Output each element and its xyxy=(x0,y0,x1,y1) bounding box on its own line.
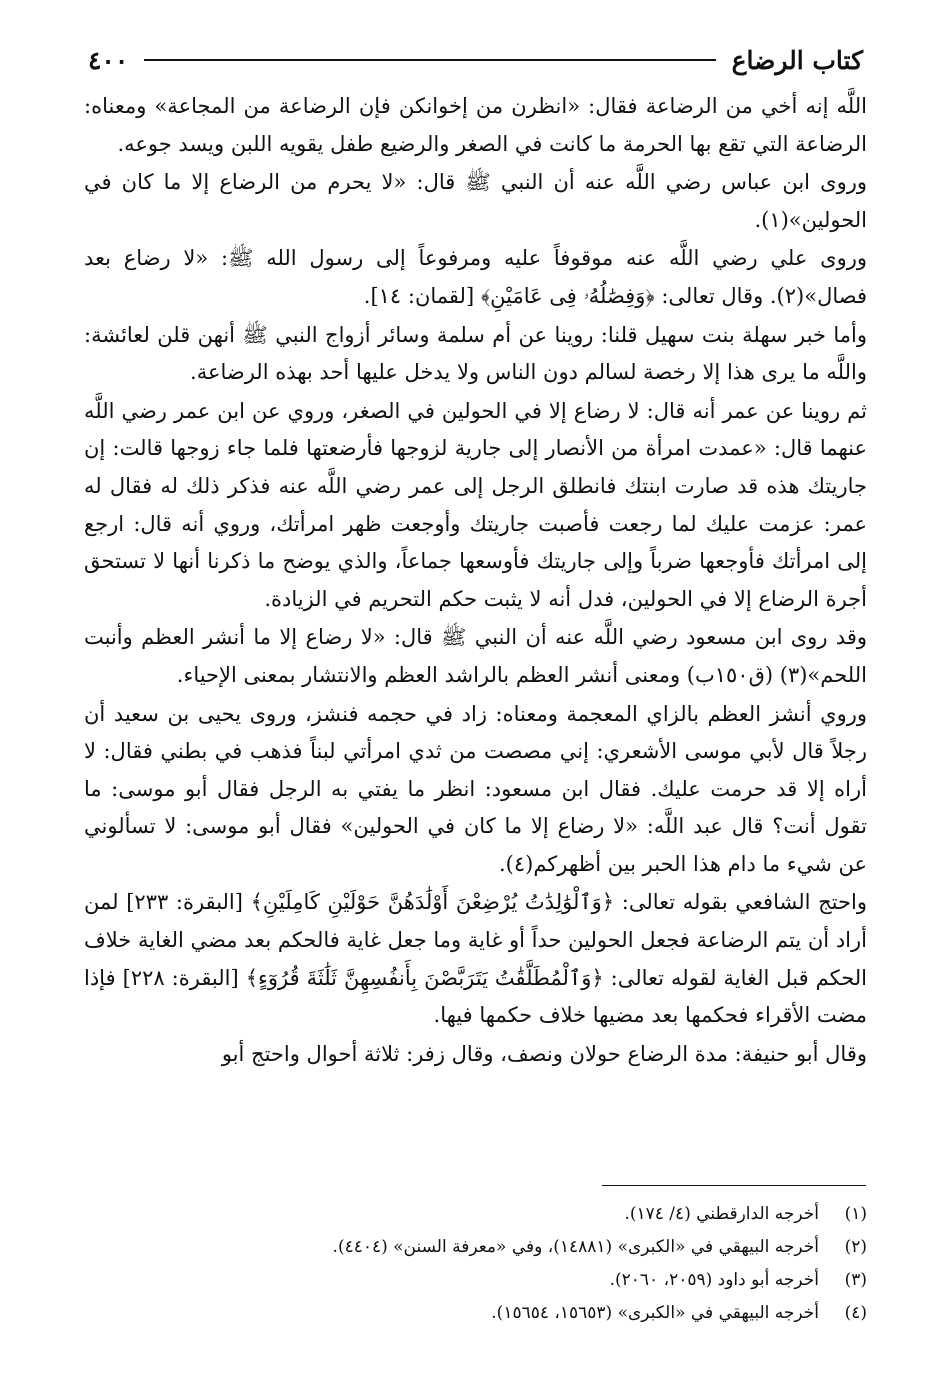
paragraph: اللَّه إنه أخي من الرضاعة فقال: «انظرن من إخوانكن فإن الرضاعة من المجاعة» ومعناه: الرضاعة التي تقع بها الحرمة ما كانت في الصغر والرضيع طفل يقويه اللبن ويسد جوعه. xyxy=(84,94,867,156)
footnote xyxy=(180,1264,867,1297)
page-header xyxy=(88,38,863,82)
footnote-number: (٣) xyxy=(844,1270,867,1290)
main-text xyxy=(84,88,867,1074)
paragraph: وقال أبو حنيفة: مدة الرضاع حولان ونصف، وقال زفر: ثلاثة أحوال واحتج أبو xyxy=(221,1041,867,1066)
footnotes xyxy=(180,1198,867,1330)
paragraph: وأما خبر سهلة بنت سهيل قلنا: روينا عن أم سلمة وسائر أزواج النبي ﷺ أنهن قلن لعائشة: واللَّه ما يرى هذا إلا رخصة لسالم دون الناس ولا يدخل عليها أحد بهذه الرضاعة. xyxy=(84,322,867,385)
chapter-title: كتاب الرضاع xyxy=(731,45,863,75)
paragraph: وقد روى ابن مسعود رضي اللَّه عنه أن النبي ﷺ قال: «لا رضاع إلا ما أنشر العظم وأنبت اللحم»(٣) (ق١٥٠ب) ومعنى أنشر العظم بالراشد العظم والانتشار بمعنى الإحياء. xyxy=(84,625,867,687)
footnote-number: (٤) xyxy=(844,1303,867,1323)
paragraph: وروى ابن عباس رضي اللَّه عنه أن النبي ﷺ قال: «لا يحرم من الرضاع إلا ما كان في الحولين»(١). xyxy=(84,170,867,232)
footnote-number: (١) xyxy=(844,1204,867,1224)
paragraph: واحتج الشافعي بقوله تعالى: ﴿وَٱلْوَٰلِدَٰتُ يُرْضِعْنَ أَوْلَٰدَهُنَّ حَوْلَيْنِ كَامِلَيْنِ﴾ [البقرة: ٢٣٣] لمن أراد أن يتم الرضاعة فجعل الحولين حداً أو غاية وما جعل غاية فالحكم بعد مضي الغاية خلاف الحكم قبل الغاية لقوله تعالى: ﴿وَٱلْمُطَلَّقَٰتُ يَتَرَبَّصْنَ بِأَنفُسِهِنَّ ثَلَٰثَةَ قُرُوٓءٍ﴾ [البقرة: ٢٢٨] فإذا مضت الأقراء فحكمها بعد مضيها خلاف حكمها فيها. xyxy=(84,890,867,1028)
footnote xyxy=(180,1198,867,1231)
footnote-text: أخرجه البيهقي في «الكبرى» (١٤٨٨١)، وفي «معرفة السنن» (٤٤٠٤). xyxy=(332,1237,819,1257)
paragraph: وروي أنشز العظم بالزاي المعجمة ومعناه: زاد في حجمه فنشز، وروى يحيى بن سعيد أن رجلاً قال لأبي موسى الأشعري: إني مصصت من ثدي امرأتي لبناً فذهب في بطني فقال: لا أراه إلا قد حرمت عليك. فقال ابن مسعود: انظر ما يفتي به الرجل فقال أبو موسى: ما تقول أنت؟ قال عبد اللَّه: «لا رضاع إلا ما كان في الحولين» فقال أبو موسى: لا تسألوني عن شيء ما دام هذا الحبر بين أظهركم(٤). xyxy=(84,701,867,876)
footnote xyxy=(180,1297,867,1330)
footnote-text: أخرجه أبو داود (٢٠٥٩، ٢٠٦٠). xyxy=(609,1270,819,1290)
paragraph: وروى علي رضي اللَّه عنه موقوفاً عليه ومرفوعاً إلى رسول الله ﷺ: «لا رضاع بعد فصال»(٢). وقال تعالى: ﴿وَفِصَٰلُهُۥ فِى عَامَيْنِ﴾ [لقمان: ١٤]. xyxy=(84,246,867,308)
footnote-separator xyxy=(602,1185,866,1186)
footnote-text: أخرجه البيهقي في «الكبرى» (١٥٦٥٣، ١٥٦٥٤). xyxy=(491,1303,819,1323)
paragraph: ثم روينا عن عمر أنه قال: لا رضاع إلا في الحولين في الصغر، وروي عن ابن عمر رضي اللَّه عنهما قال: «عمدت امرأة من الأنصار إلى جارية لزوجها فأرضعتها فلما جاء زوجها قالت: إن جاريتك هذه قد صارت ابنتك فانطلق الرجل إلى عمر رضي اللَّه عنه فذكر ذلك له فقال له عمر: عزمت عليك لما رجعت فأصبت جاريتك وأوجعت ظهر امرأتك، وروي أنه قال: ارجع إلى امرأتك فأوجعها ضرباً وإلى جاريتك فأوسعها جماعاً، والذي يوضح ما ذكرنا أنها لا تستحق أجرة الرضاع إلا في الحولين، فدل أنه لا يثبت حكم التحريم في الزيادة. xyxy=(84,398,868,611)
footnote-text: أخرجه الدارقطني (٤/ ١٧٤). xyxy=(624,1204,819,1224)
footnote xyxy=(180,1231,867,1264)
footnote-number: (٢) xyxy=(844,1237,867,1257)
page-number: ٤٠٠ xyxy=(88,45,129,75)
header-rule xyxy=(144,59,715,61)
